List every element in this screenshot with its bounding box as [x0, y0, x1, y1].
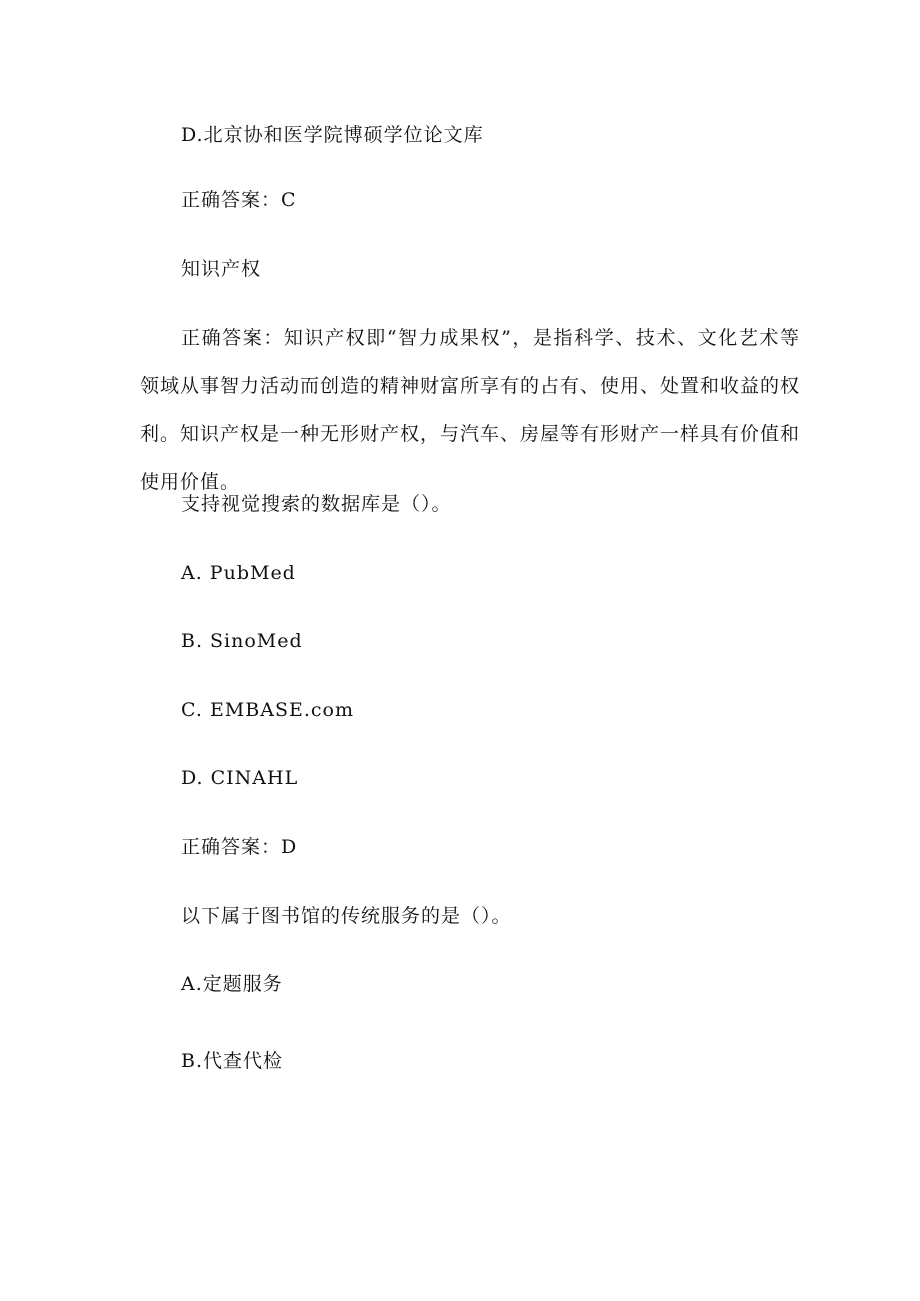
option-b-proxy-search: B.代查代检 [181, 1050, 284, 1072]
option-c-embase: C. EMBASE.com [181, 699, 354, 721]
term-intellectual-property: 知识产权 [181, 258, 262, 280]
option-a-topic-service: A.定题服务 [181, 973, 283, 995]
option-b-sinomed: B. SinoMed [181, 630, 303, 652]
correct-answer-c: 正确答案：C [181, 189, 297, 211]
option-d-previous: D.北京协和医学院博硕学位论文库 [181, 124, 484, 146]
answer-intellectual-property: 正确答案：知识产权即“智力成果权”，是指科学、技术、文化艺术等领域从事智力活动而创造的精神财富所享有的占有、使用、处置和收益的权利。知识产权是一种无形财产权，与汽车、房屋等有形财产一样具有价值和使用价值。 [140, 327, 801, 493]
option-d-cinahl: D. CINAHL [181, 767, 299, 789]
correct-answer-d: 正确答案：D [181, 836, 298, 858]
option-a-pubmed: A. PubMed [181, 562, 296, 584]
question-library-services: 以下属于图书馆的传统服务的是（）。 [181, 905, 512, 927]
question-visual-search: 支持视觉搜索的数据库是（）。 [181, 493, 452, 515]
